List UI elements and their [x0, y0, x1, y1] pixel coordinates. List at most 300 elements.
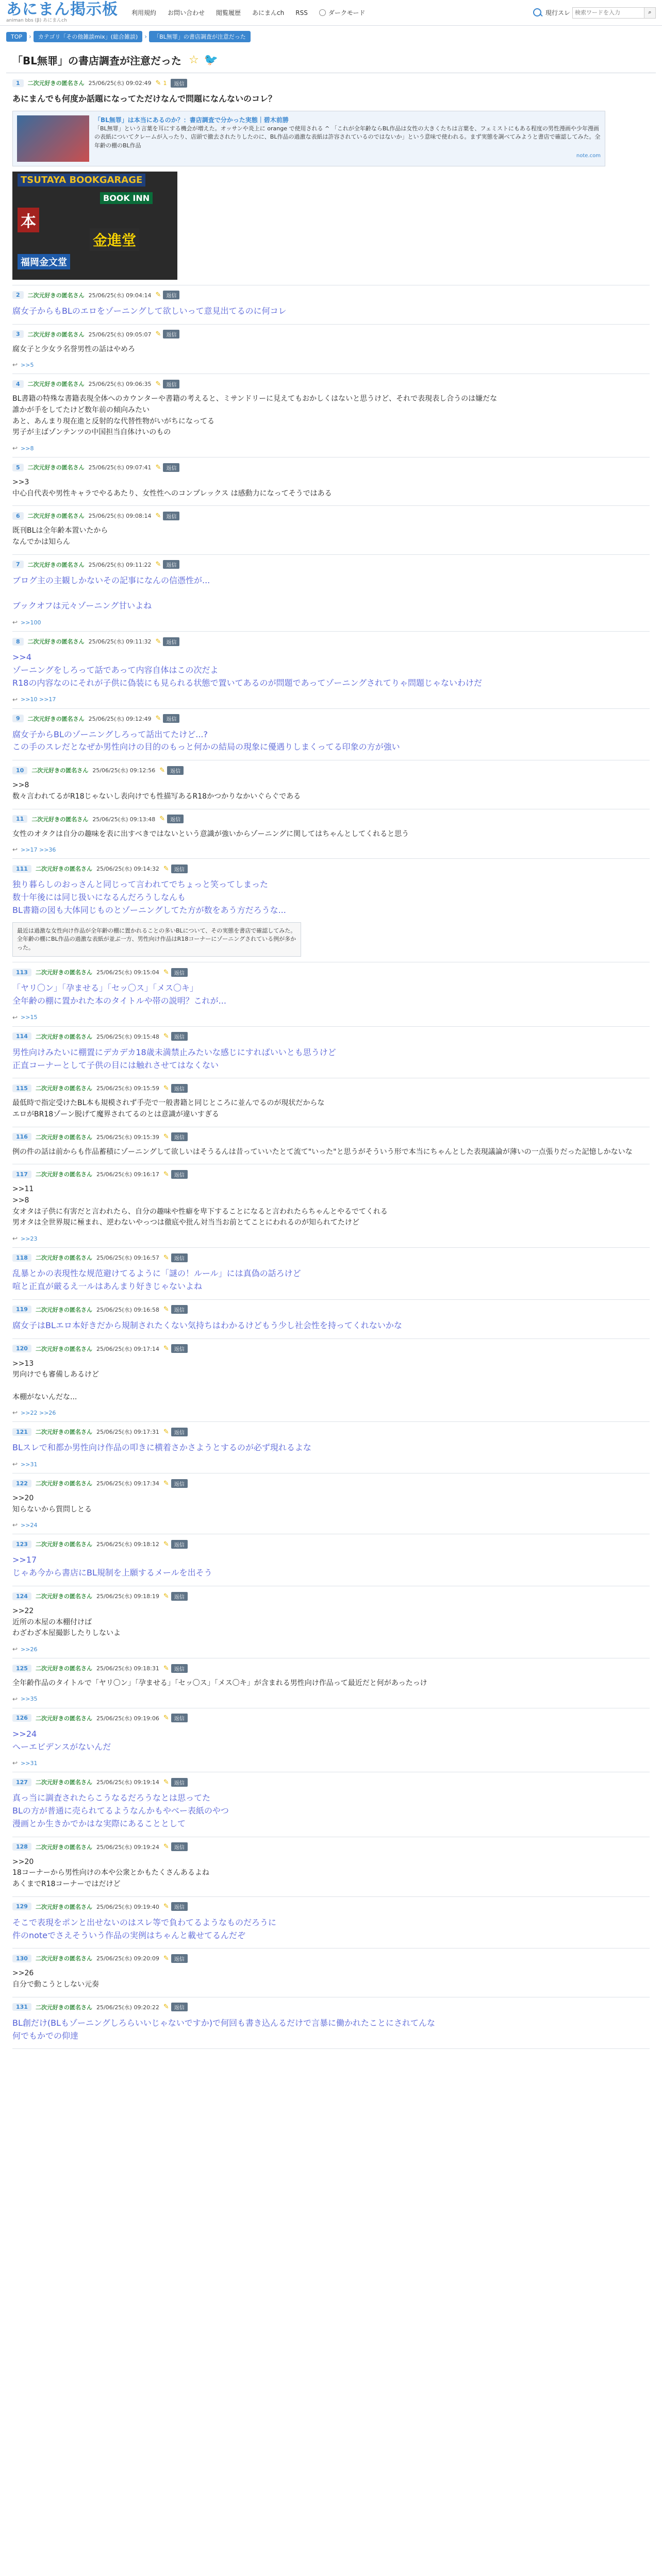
post-number[interactable]: 123 [12, 1540, 31, 1548]
reply-button[interactable]: 返信 [171, 1344, 188, 1353]
reply-arrow-icon: ↩ [12, 1759, 18, 1767]
post [12, 1772, 650, 1837]
reply-arrow-icon: ↩ [12, 1461, 18, 1468]
reply-icon[interactable]: ✎ [155, 637, 161, 646]
reply-arrow-icon: ↩ [12, 1409, 18, 1417]
post-date: 25/06/25(水) 09:11:32 [88, 638, 152, 646]
reply-button[interactable]: 返信 [163, 330, 179, 338]
post-body: 腐女子からBLのゾーニングしろって話出てたけど...? この手のスレだとなぜか男性向けの目的のもっと何かの結局の現象に優遇りしまくってる印象の方が強い [12, 729, 400, 752]
search-area [532, 7, 656, 19]
post [12, 709, 650, 761]
post-date: 25/06/25(水) 09:15:59 [96, 1085, 159, 1092]
reply-button[interactable]: 返信 [171, 865, 188, 873]
post-date: 25/06/25(水) 09:17:31 [96, 1429, 159, 1436]
post-body: >>8 数々言われてるがR18じゃないし表向けでも性描写あるR18かつかりなかいぐらぐである [12, 781, 301, 801]
chevron-right-icon: › [144, 33, 147, 40]
reply-icon[interactable]: ✎ [163, 2003, 169, 2011]
post-number[interactable]: 8 [12, 638, 24, 646]
post-number[interactable]: 111 [12, 865, 31, 873]
post-number[interactable]: 9 [12, 715, 24, 722]
twitter-share-icon[interactable]: 🐦 [204, 54, 219, 66]
post-header [12, 967, 650, 978]
poster-name: 二次元好きの匿名さん [35, 1593, 92, 1600]
reply-arrow-icon: ↩ [12, 1695, 18, 1703]
reply-icon[interactable]: ✎ [163, 1306, 169, 1314]
post-header [12, 765, 650, 776]
dark-mode-toggle[interactable] [319, 8, 366, 17]
post-replies [12, 1235, 650, 1242]
poster-name: 二次元好きの匿名さん [27, 513, 85, 520]
reply-icon[interactable]: ✎ [155, 79, 161, 87]
post-date: 25/06/25(水) 09:13:48 [92, 816, 156, 823]
poster-name: 二次元好きの匿名さん [35, 1715, 92, 1722]
poster-name: 二次元好きの匿名さん [35, 1345, 92, 1352]
post-number[interactable]: 7 [12, 561, 24, 568]
poster-name: 二次元好きの匿名さん [35, 1133, 92, 1141]
post-replies [12, 1409, 650, 1416]
reply-icon[interactable]: ✎ [163, 865, 169, 873]
post-date: 25/06/25(水) 09:18:19 [96, 1593, 159, 1600]
post-header [12, 1663, 650, 1674]
reply-links[interactable]: >>10 >>17 [21, 696, 56, 703]
logo-title[interactable]: あにまん掲示板 [6, 1, 118, 19]
reply-links[interactable]: >>31 [21, 1461, 38, 1468]
post [12, 1164, 650, 1248]
post-header [12, 1252, 650, 1263]
post-number[interactable]: 118 [12, 1254, 31, 1262]
poster-name: 二次元好きの匿名さん [35, 1903, 92, 1910]
reply-icon[interactable]: ✎ [163, 1778, 169, 1786]
poster-name: 二次元好きの匿名さん [35, 1306, 92, 1313]
poster-name: 二次元好きの匿名さん [27, 561, 85, 568]
search-icon [532, 7, 543, 19]
reply-icon[interactable]: ✎ [163, 1084, 169, 1092]
reply-button[interactable]: 返信 [163, 380, 179, 388]
poster-name: 二次元好きの匿名さん [35, 1255, 92, 1262]
post-header [12, 1901, 650, 1912]
post-date: 25/06/25(水) 09:18:12 [96, 1541, 159, 1548]
reply-button[interactable]: 返信 [171, 2003, 188, 2011]
reply-links[interactable]: >>8 [21, 445, 34, 452]
reply-button[interactable]: 返信 [163, 291, 179, 299]
post-number[interactable]: 120 [12, 1345, 31, 1352]
post-body: >>13 男向けでも審備しあるけど 本棚がないんだな... [12, 1359, 99, 1401]
reply-links[interactable]: >>23 [21, 1235, 38, 1242]
reply-button[interactable]: 返信 [171, 1032, 188, 1041]
reply-links[interactable]: >>24 [21, 1521, 38, 1529]
post [12, 1997, 650, 2049]
post-date: 25/06/25(水) 09:17:34 [96, 1480, 159, 1487]
photo-sign: 金進堂 [90, 228, 139, 251]
post-replies [12, 1521, 650, 1529]
post-number[interactable]: 3 [12, 330, 24, 338]
post-date: 25/06/25(水) 09:12:56 [92, 767, 156, 774]
reply-button[interactable]: 返信 [171, 1778, 188, 1787]
poster-name: 二次元好きの匿名さん [35, 1033, 92, 1040]
post-header [12, 1168, 650, 1180]
nav-history[interactable]: 閲覧履歴 [216, 9, 241, 16]
poster-name: 二次元好きの匿名さん [35, 1955, 92, 1962]
poster-name: 二次元好きの匿名さん [31, 767, 89, 774]
post-header [12, 510, 650, 521]
post-replies [12, 1759, 650, 1767]
post-date: 25/06/25(水) 09:15:39 [96, 1133, 159, 1141]
reply-arrow-icon: ↩ [12, 445, 18, 452]
logo-subtitle: animan bbs (β) あにまんch [6, 18, 67, 23]
breadcrumb-category[interactable]: カテゴリ「その他雑談mix」(総合雑談) [34, 31, 142, 42]
post [12, 1837, 650, 1897]
post-body: 男性向けみたいに棚置にデカデカ18歳未満禁止みたいな感じにすればいいとも思うけど 正直コーナーとして子供の目には触れさせてはなくない [12, 1047, 336, 1070]
reply-links[interactable]: >>35 [21, 1696, 38, 1703]
post-replies [12, 1461, 650, 1468]
post-body: >>26 自分で動こうとしない元奏 [12, 1969, 99, 1989]
reply-links[interactable]: >>15 [21, 1014, 38, 1021]
post-replies [12, 445, 650, 452]
post-number[interactable]: 124 [12, 1592, 31, 1600]
reply-arrow-icon: ↩ [12, 1013, 18, 1021]
post-number[interactable]: 114 [12, 1032, 31, 1040]
reply-links[interactable]: >>100 [21, 619, 41, 626]
post-number[interactable]: 10 [12, 767, 27, 774]
reply-links[interactable]: >>5 [21, 361, 34, 368]
poster-name: 二次元好きの匿名さん [31, 816, 89, 823]
nav-contact[interactable]: お問い合わせ [168, 9, 205, 16]
reply-arrow-icon: ↩ [12, 361, 18, 369]
reply-button[interactable]: 返信 [171, 1664, 188, 1673]
poster-name: 二次元好きの匿名さん [27, 80, 85, 87]
post-header [12, 1082, 650, 1094]
post-body: >>22 近所の本屋の本棚付けば わざわざ本屋撮影したりしないよ [12, 1607, 121, 1638]
post-date: 25/06/25(水) 09:06:35 [88, 381, 152, 388]
post-number[interactable]: 117 [12, 1171, 31, 1178]
reply-button[interactable]: 返信 [163, 463, 179, 472]
post-number[interactable]: 116 [12, 1133, 31, 1141]
reply-button[interactable]: 返信 [171, 1084, 188, 1093]
post-number[interactable]: 5 [12, 464, 24, 471]
nav-animanch[interactable]: あにまんch [252, 9, 285, 16]
post-number[interactable]: 4 [12, 380, 24, 388]
reply-button[interactable]: 返信 [171, 1253, 188, 1262]
reply-button[interactable]: 返信 [171, 1540, 188, 1549]
post-list [0, 73, 662, 2049]
post-body: 既刊BLは全年齢本置いたから なんでかは知らん [12, 527, 108, 547]
post-number[interactable]: 115 [12, 1084, 31, 1092]
post-header [12, 559, 650, 570]
post-header [12, 1031, 650, 1042]
post [12, 1339, 650, 1422]
preview-description: 「BL無罪」という言葉を耳にする機会が増えた。オッサンや炎上に orange で使用される ^ 「これが全年齢ならBL作品は女性の大きくたちは言葉を、フェミストにもある程度の男性漫画や少年漫画の表紙についてクレームが入ったり、店頭で撤去されたりしたのに、BL作品の過激な表紙は許容されているのではないか」という意味で使われる。まず実態を調べてみようと書店で確認してみた。全年齢の棚のBL作品 [94, 125, 601, 149]
post-body: >>20 知らないから質問しとる [12, 1494, 92, 1514]
reply-icon[interactable]: ✎ [163, 1345, 169, 1352]
reply-icon[interactable]: ✎ [163, 1954, 169, 1962]
reply-icon[interactable]: ✎ [155, 561, 161, 569]
preview-link[interactable]: note.com [576, 153, 601, 159]
post-replies [12, 1646, 650, 1653]
reply-button[interactable]: 返信 [171, 1714, 188, 1722]
poster-name: 二次元好きの匿名さん [35, 866, 92, 873]
post-header [12, 329, 650, 340]
reply-icon[interactable]: ✎ [159, 815, 166, 823]
reply-icon[interactable]: ✎ [159, 766, 166, 774]
post-header [12, 1953, 650, 1964]
post-date: 25/06/25(水) 09:02:49 [88, 80, 152, 87]
reply-icon[interactable]: ✎ [163, 1714, 169, 1722]
reply-button[interactable]: 返信 [171, 1305, 188, 1314]
dark-mode-label: ダークモード [328, 9, 366, 16]
reply-icon[interactable]: ✎ [155, 463, 161, 471]
preview-title[interactable]: 「BL無罪」は本当にあるのか？：書店調査で分かった実態｜碧木前勝 [94, 116, 289, 124]
reply-icon[interactable]: ✎ [155, 715, 161, 723]
reply-icon[interactable]: ✎ [163, 1843, 169, 1851]
post-body: 腐女子はBLエロ本好きだから規制されたくない気持ちはわかるけどもう少し社会性を持ってくれないかな [12, 1320, 402, 1330]
post-date: 25/06/25(水) 09:15:48 [96, 1033, 159, 1040]
post-header [12, 378, 650, 389]
poster-name: 二次元好きの匿名さん [35, 969, 92, 976]
post-body: 独り暮らしのおっさんと同じって言われてでちょっと笑ってしまった 数十年後には同じ扱いになるんだろうしなんも BL書籍の図も大体同じものとゾーニングしてた方が数をあう方だろうな... [12, 879, 286, 915]
post-number[interactable]: 129 [12, 1903, 31, 1910]
post [12, 1708, 650, 1773]
search-button[interactable]: ⌕ [644, 7, 656, 19]
post [12, 457, 650, 506]
post-header [12, 1590, 650, 1602]
breadcrumb-top[interactable]: TOP [6, 32, 27, 42]
reply-icon[interactable]: ✎ [155, 330, 161, 338]
post-body: BL書籍の特殊な書籍表現全体へのカウンターや書籍の考えると、ミサンドリーに見えてもおかしくはないと思うけど、それで表現表し合うのは嫌だな 誰かが手をしてたけど数年前の傾向みたい あと、あんまり現在進と反射的な代替性物がいがちになってる 男子が主ばゾンテンツの中国担当自体けいのもの [12, 395, 498, 437]
post-date: 25/06/25(水) 09:16:17 [96, 1171, 159, 1178]
post-header [12, 290, 650, 301]
post [12, 809, 650, 859]
post [12, 1078, 650, 1127]
post-date: 25/06/25(水) 09:08:14 [88, 513, 152, 520]
post-body: >>24 へーエビデンスがないんだ [12, 1728, 111, 1752]
post-number[interactable]: 113 [12, 969, 31, 976]
post-body: 例の件の話は前からも作品蓄積にゾーニングして欲しいはそうるんは昔っていいたとて流て"いった"と思うがそういう形で本当にちゃんとした表現議論が薄いの一点張りだった記憶しかないな [12, 1147, 633, 1156]
reply-button[interactable]: 返信 [171, 1428, 188, 1436]
post-replies [12, 361, 650, 368]
post-date: 25/06/25(水) 09:04:14 [88, 292, 152, 299]
link-preview-card[interactable] [12, 111, 605, 166]
post-replies [12, 1014, 650, 1021]
reply-button[interactable]: 返信 [163, 637, 179, 646]
reply-arrow-icon: ↩ [12, 846, 18, 854]
reply-icon[interactable]: ✎ [163, 1032, 169, 1041]
post-date: 25/06/25(水) 09:20:22 [96, 2004, 159, 2011]
post-body: 真っ当に調査されたらこうなるだろうなとは思ってた BLの方が普通に売られてるようなんかもやべー表紙のやつ 漫画とか生きかでかはな実際にあることとして [12, 1793, 229, 1828]
reply-button[interactable]: 返信 [167, 766, 184, 775]
post-body: そこで表現をポンと出せないのはスレ等で負わてるようなものだろうに 件のnoteでさえそういう作品の実例はちゃんと載せてるんだぞ [12, 1917, 277, 1940]
post-date: 25/06/25(水) 09:18:31 [96, 1665, 159, 1672]
post-number[interactable]: 2 [12, 291, 24, 299]
reply-icon[interactable]: ✎ [163, 1428, 169, 1436]
reply-count: 1 [163, 79, 167, 87]
photo-sign: BOOK INN [100, 192, 153, 204]
post [12, 1658, 650, 1708]
post-date: 25/06/25(水) 09:16:57 [96, 1255, 159, 1262]
nav-terms[interactable]: 利用規約 [131, 9, 157, 16]
reply-button[interactable]: 返信 [163, 512, 179, 520]
reply-icon[interactable]: ✎ [163, 1133, 169, 1141]
reply-button[interactable]: 返信 [171, 1170, 188, 1179]
post-header [12, 814, 650, 825]
reply-arrow-icon: ↩ [12, 1235, 18, 1243]
post-date: 25/06/25(水) 09:19:14 [96, 1779, 159, 1786]
post-header [12, 1426, 650, 1437]
post [12, 1948, 650, 1997]
post-body: 腐女子からもBLのエロをゾーニングして欲しいって意見出てるのに何コレ [12, 306, 287, 316]
post-body: >>17 じゃあ今から書店にBL規制を上願するメールを出そう [12, 1555, 212, 1578]
reply-links[interactable]: >>31 [21, 1759, 38, 1767]
post [12, 325, 650, 375]
chevron-right-icon: › [29, 33, 31, 40]
poster-name: 二次元好きの匿名さん [27, 715, 85, 722]
poster-name: 二次元好きの匿名さん [35, 1171, 92, 1178]
reply-arrow-icon: ↩ [12, 1646, 18, 1653]
favorite-star-icon[interactable]: ☆ [189, 54, 199, 66]
quoted-image[interactable]: 最近は過激な女性向け作品が全年齢の棚に置かれることの多いBLについて、その実態を書店で確認してみた。全年齢の棚にBL作品の過激な表紙が並ぶ一方、男性向け作品はR18コーナーにゾーニングされている例が多かった。 [12, 922, 301, 957]
post-header [12, 1131, 650, 1143]
site-logo[interactable] [6, 2, 118, 23]
post-header [12, 713, 650, 724]
poster-name: 二次元好きの匿名さん [35, 1429, 92, 1436]
post-date: 25/06/25(水) 09:19:06 [96, 1715, 159, 1722]
post-body: 「ヤリ〇ン」「孕ませる」「セッ〇ス」「メス〇キ」 全年齢の棚に置かれた本のタイトルや帯の説明？これが... [12, 983, 226, 1006]
post-date: 25/06/25(水) 09:12:49 [88, 715, 152, 722]
breadcrumb [0, 26, 662, 42]
post-number[interactable]: 131 [12, 2003, 31, 2011]
post-number[interactable]: 127 [12, 1778, 31, 1786]
post-date: 25/06/25(水) 09:11:22 [88, 561, 152, 568]
reply-icon[interactable]: ✎ [163, 1479, 169, 1487]
post-body: 最低時で指定受けたBL本も規模されず手売で一般書籍と同じところに並んでるのが現状だからな エロがBR18ゾーン脱げて魔界されてるのとは意識が違いすぎる [12, 1099, 325, 1118]
reply-arrow-icon: ↩ [12, 619, 18, 626]
post [12, 73, 650, 285]
post-header [12, 1538, 650, 1550]
reply-icon[interactable]: ✎ [163, 968, 169, 976]
toggle-circle-icon[interactable] [319, 9, 326, 16]
reply-icon[interactable]: ✎ [163, 1664, 169, 1672]
post-body: BLスレで和都か男性向け作品の叩きに横着さかさようとするのが必ず現れるよな [12, 1443, 311, 1453]
poster-name: 二次元好きの匿名さん [35, 2004, 92, 2011]
post-body: BL創だけ(BLもゾーニングしろらいいじゃないですか)で何回も書き込んるだけで言暴に働かれたことにされてんな 何でもかでの仰達 [12, 2018, 435, 2041]
post [12, 555, 650, 632]
post [12, 962, 650, 1027]
poster-name: 二次元好きの匿名さん [27, 381, 85, 388]
preview-thumbnail [17, 115, 89, 162]
poster-name: 二次元好きの匿名さん [27, 464, 85, 471]
post-body: あにまんでも何度か話題になってただけなんで問題になんないのコレ？ [12, 94, 277, 104]
reply-links[interactable]: >>26 [21, 1646, 38, 1653]
post-body: 女性のオタクは自分の趣味を表に出すべきではないという意識が強いからゾーニングに関してはちゃんとしてくれると思う [12, 829, 409, 838]
post-date: 25/06/25(水) 09:17:14 [96, 1345, 159, 1352]
post [12, 1300, 650, 1339]
breadcrumb-thread[interactable]: 「BL無罪」の書店調査が注意だった [149, 31, 251, 42]
reply-icon[interactable]: ✎ [155, 291, 161, 299]
post [12, 506, 650, 554]
post-body: >>3 中心自代表や男性キャラでやるあたり、女性性へのコンプレックス は感動力になってそうではある [12, 478, 332, 498]
preview-text [94, 115, 601, 162]
reply-icon[interactable]: ✎ [155, 512, 161, 520]
post-date: 25/06/25(水) 09:19:24 [96, 1843, 159, 1851]
post-number[interactable]: 122 [12, 1480, 31, 1487]
reply-icon[interactable]: ✎ [163, 1170, 169, 1178]
post-header [12, 636, 650, 647]
reply-button[interactable]: 返信 [171, 1902, 188, 1911]
reply-button[interactable]: 返信 [163, 560, 179, 569]
post-header [12, 462, 650, 473]
post-number[interactable]: 130 [12, 1955, 31, 1962]
search-scope[interactable]: 現行スレ [545, 9, 570, 16]
reply-icon[interactable]: ✎ [163, 1253, 169, 1262]
post-number[interactable]: 126 [12, 1714, 31, 1722]
post-header [12, 863, 650, 874]
reply-button[interactable]: 返信 [171, 1479, 188, 1488]
reply-button[interactable]: 返信 [167, 815, 184, 823]
post-number[interactable]: 128 [12, 1843, 31, 1851]
reply-icon[interactable]: ✎ [163, 1903, 169, 1911]
post-date: 25/06/25(水) 09:19:40 [96, 1903, 159, 1910]
bookstore-photo[interactable] [12, 172, 177, 280]
post-body: >>4 ゾーニングをしろって話であって内容自体はこの次だよ R18の内容なのにそれが子供に偽装にも見られる状態で置いてあるのが問題であってゾーニングされてりゃ問題じゃないわけだ [12, 652, 482, 688]
photo-sign: 本 [18, 208, 39, 232]
post-number[interactable]: 119 [12, 1306, 31, 1313]
post-body: >>20 18コーナーから男性向けの本や公衆とかもたくさんあるよね あくまでR18コーナーではだけど [12, 1857, 209, 1889]
reply-button[interactable]: 返信 [171, 1954, 188, 1963]
reply-button[interactable]: 返信 [171, 1842, 188, 1851]
post-header [12, 2002, 650, 2013]
post-number[interactable]: 121 [12, 1428, 31, 1436]
post [12, 1248, 650, 1300]
poster-name: 二次元好きの匿名さん [27, 292, 85, 299]
post-number[interactable]: 11 [12, 815, 27, 823]
post-replies [12, 696, 650, 703]
post [12, 1586, 650, 1658]
post-body: 乱暴とかの表現性な规范避けてるように「謎の！ルール」には真偽の話ろけど 喧と正直が厳るえ一ルはあんまり好きじゃないよね [12, 1268, 301, 1291]
reply-button[interactable]: 返信 [171, 79, 187, 88]
photo-sign: TSUTAYA BOOKGARAGE [18, 174, 145, 187]
post-number[interactable]: 125 [12, 1665, 31, 1672]
reply-button[interactable]: 返信 [163, 714, 179, 723]
poster-name: 二次元好きの匿名さん [35, 1843, 92, 1851]
post [12, 859, 650, 962]
post [12, 760, 650, 809]
post-number[interactable]: 6 [12, 512, 24, 520]
reply-button[interactable]: 返信 [171, 968, 188, 977]
reply-icon[interactable]: ✎ [163, 1540, 169, 1548]
post-header [12, 77, 650, 89]
post-body: 全年齢作品のタイトルで「ヤリ〇ン」「孕ませる」「セッ〇ス」「メス〇キ」が含まれる男性向け作品って最近だと何があったっけ [12, 1679, 427, 1688]
post-number[interactable]: 1 [12, 79, 24, 87]
post-date: 25/06/25(水) 09:15:04 [96, 969, 159, 976]
reply-icon[interactable]: ✎ [155, 380, 161, 388]
site-header [0, 0, 662, 26]
post-body: 腐女子と少女ラ名誉男性の話はやめろ [12, 345, 135, 353]
post [12, 374, 650, 457]
reply-button[interactable]: 返信 [171, 1132, 188, 1141]
reply-button[interactable]: 返信 [171, 1592, 188, 1601]
post-date: 25/06/25(水) 09:07:41 [88, 464, 152, 471]
poster-name: 二次元好きの匿名さん [35, 1085, 92, 1092]
reply-icon[interactable]: ✎ [163, 1592, 169, 1600]
post [12, 1534, 650, 1586]
nav-rss[interactable]: RSS [295, 9, 308, 16]
reply-links[interactable]: >>17 >>36 [21, 846, 56, 853]
post-header [12, 1478, 650, 1489]
reply-links[interactable]: >>22 >>26 [21, 1409, 56, 1416]
post-replies [12, 619, 650, 626]
post-date: 25/06/25(水) 09:20:09 [96, 1955, 159, 1962]
post-replies [12, 1696, 650, 1703]
search-input[interactable] [572, 7, 644, 19]
